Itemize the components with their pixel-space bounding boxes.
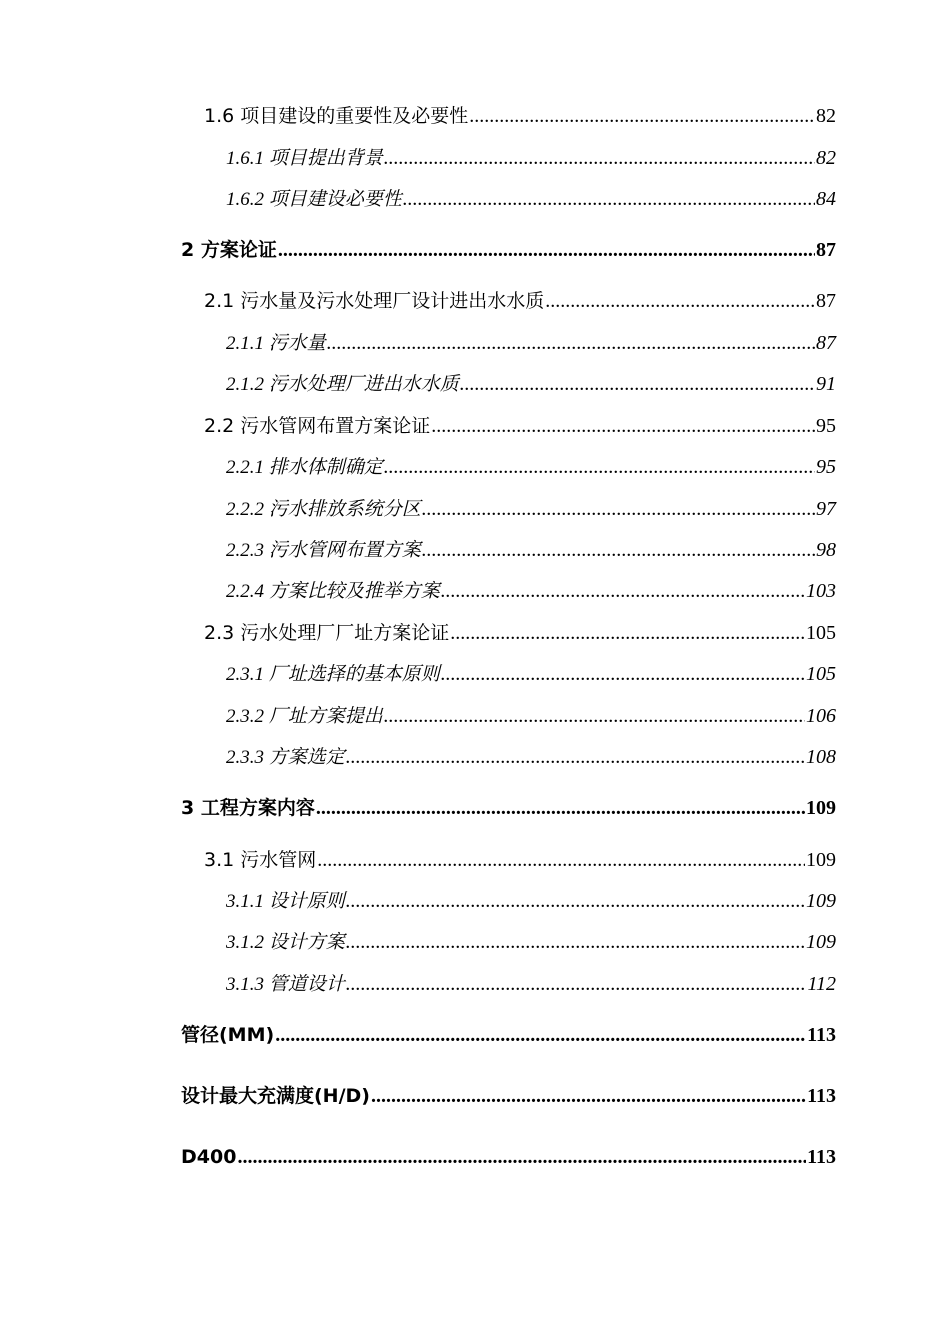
toc-leader-dots <box>346 891 805 911</box>
toc-entry-title: 2.1.2 污水处理厂进出水水质 <box>226 374 459 395</box>
toc-entry-title: D400 <box>181 1146 237 1168</box>
toc-page-number: 98 <box>816 539 836 561</box>
toc-leader-dots <box>545 291 815 311</box>
toc-page-number: 113 <box>807 1024 836 1046</box>
toc-entry-title: 2 方案论证 <box>181 239 277 261</box>
toc-leader-dots <box>441 581 805 601</box>
toc-entry[interactable] <box>226 374 836 394</box>
toc-leader-dots <box>346 747 805 767</box>
toc-entry-title: 2.1.1 污水量 <box>226 333 326 354</box>
toc-leader-dots <box>384 457 815 477</box>
toc-entry[interactable] <box>226 932 836 952</box>
toc-page-number: 95 <box>816 456 836 478</box>
toc-entry[interactable] <box>226 189 836 209</box>
toc-entry[interactable] <box>226 581 836 601</box>
toc-entry-title: 1.6 项目建设的重要性及必要性 <box>204 105 469 127</box>
toc-leader-dots <box>317 850 805 870</box>
toc-leader-dots <box>316 798 805 818</box>
toc-leader-dots <box>275 1025 806 1045</box>
toc-entry-title: 设计最大充满度(H/D) <box>181 1085 370 1107</box>
toc-entry[interactable] <box>204 623 836 643</box>
toc-page-number: 105 <box>806 663 836 685</box>
toc-entry-title: 3.1.1 设计原则 <box>226 891 345 912</box>
toc-entry-title: 1.6.2 项目建设必要性 <box>226 189 402 210</box>
toc-page-number: 103 <box>806 580 836 602</box>
toc-leader-dots <box>384 148 815 168</box>
toc-entry-title: 2.2 污水管网布置方案论证 <box>204 415 431 437</box>
toc-entry-title: 2.3 污水处理厂厂址方案论证 <box>204 622 450 644</box>
toc-leader-dots <box>450 623 805 643</box>
toc-page-number: 97 <box>816 498 836 520</box>
toc-leader-dots <box>346 932 805 952</box>
toc-entry[interactable] <box>226 664 836 684</box>
toc-page-number: 87 <box>816 332 836 354</box>
toc-page-number: 84 <box>816 188 836 210</box>
toc-page-number: 109 <box>806 931 836 953</box>
toc-entry[interactable] <box>204 416 836 436</box>
toc-entry-title: 2.3.2 厂址方案提出 <box>226 706 383 727</box>
toc-page-number: 82 <box>816 105 836 127</box>
toc-page-number: 109 <box>806 797 836 819</box>
toc-entry[interactable] <box>226 540 836 560</box>
toc-entry[interactable] <box>181 798 836 818</box>
toc-leader-dots <box>403 189 815 209</box>
toc-leader-dots <box>441 664 805 684</box>
toc-leader-dots <box>422 540 815 560</box>
toc-entry-title: 2.3.1 厂址选择的基本原则 <box>226 664 440 685</box>
toc-page-number: 108 <box>806 746 836 768</box>
toc-leader-dots <box>469 106 815 126</box>
toc-entry-title: 2.1 污水量及污水处理厂设计进出水水质 <box>204 290 545 312</box>
toc-entry[interactable] <box>204 106 836 126</box>
toc-page-number: 106 <box>806 705 836 727</box>
toc-page-number: 87 <box>816 290 836 312</box>
toc-entry-title: 2.2.4 方案比较及推举方案 <box>226 581 440 602</box>
toc-entry-title: 2.2.1 排水体制确定 <box>226 457 383 478</box>
toc-page-number: 113 <box>807 1146 836 1168</box>
toc-leader-dots <box>422 499 815 519</box>
toc-page-number: 105 <box>806 622 836 644</box>
toc-page-number: 95 <box>816 415 836 437</box>
toc-entry[interactable] <box>181 240 836 260</box>
toc-entry[interactable] <box>181 1025 836 1045</box>
toc-entry[interactable] <box>226 747 836 767</box>
toc-entry[interactable] <box>226 333 836 353</box>
toc-leader-dots <box>431 416 815 436</box>
toc-page-number: 82 <box>816 147 836 169</box>
toc-entry[interactable] <box>204 291 836 311</box>
toc-entry[interactable] <box>226 148 836 168</box>
toc-entry-title: 2.3.3 方案选定 <box>226 747 345 768</box>
toc-entry-title: 3.1.3 管道设计 <box>226 974 345 995</box>
toc-entry[interactable] <box>226 457 836 477</box>
toc-entry[interactable] <box>181 1086 836 1106</box>
toc-entry-title: 1.6.1 项目提出背景 <box>226 148 383 169</box>
toc-entry-title: 3.1 污水管网 <box>204 849 317 871</box>
toc-page-number: 109 <box>806 890 836 912</box>
toc-page-number: 109 <box>806 849 836 871</box>
toc-entry[interactable] <box>226 891 836 911</box>
toc-entry-title: 2.2.2 污水排放系统分区 <box>226 499 421 520</box>
toc-entry-title: 3 工程方案内容 <box>181 797 315 819</box>
toc-leader-dots <box>346 974 807 994</box>
toc-leader-dots <box>237 1147 806 1167</box>
toc-leader-dots <box>371 1086 806 1106</box>
toc-entry[interactable] <box>226 499 836 519</box>
toc-entry[interactable] <box>181 1147 836 1167</box>
toc-entry-title: 3.1.2 设计方案 <box>226 932 345 953</box>
toc-entry[interactable] <box>226 974 836 994</box>
toc-entry-title: 2.2.3 污水管网布置方案 <box>226 540 421 561</box>
toc-leader-dots <box>384 706 805 726</box>
toc-leader-dots <box>460 374 815 394</box>
toc-page-number: 87 <box>816 239 836 261</box>
toc-entry-title: 管径(MM) <box>181 1024 275 1046</box>
toc-page-number: 91 <box>816 373 836 395</box>
toc-page-number: 113 <box>807 1085 836 1107</box>
toc-leader-dots <box>327 333 815 353</box>
toc-leader-dots <box>278 240 815 260</box>
toc-page-number: 112 <box>807 973 836 995</box>
toc-entry[interactable] <box>226 706 836 726</box>
toc-entry[interactable] <box>204 850 836 870</box>
